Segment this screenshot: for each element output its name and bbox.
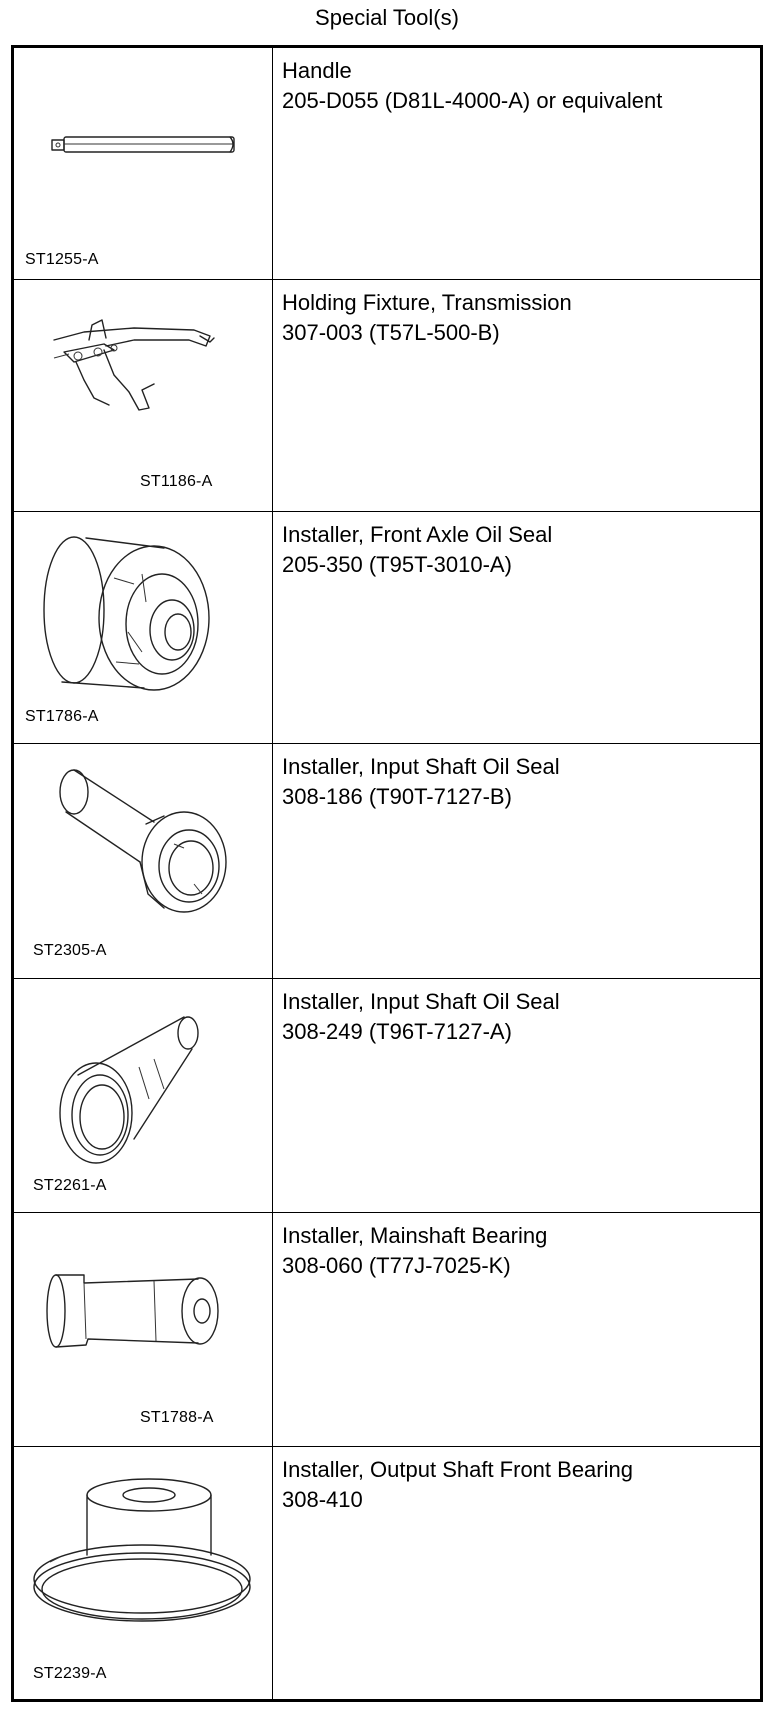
tool-name: Installer, Input Shaft Oil Seal — [282, 989, 560, 1014]
tool-description — [273, 1213, 760, 1446]
tool-image-cell — [14, 48, 272, 279]
tool-part-number: 205-350 (T95T-3010-A) — [282, 552, 512, 577]
tool-part-number: 205-D055 (D81L-4000-A) or equivalent — [282, 88, 663, 113]
tool-description — [273, 1447, 760, 1699]
tool-name: Installer, Output Shaft Front Bearing — [282, 1457, 633, 1482]
tool-image-cell — [14, 1447, 272, 1699]
tool-part-number: 308-249 (T96T-7127-A) — [282, 1019, 512, 1044]
front-bearing-installer-icon — [14, 1447, 272, 1699]
tool-image-cell — [14, 979, 272, 1212]
tool-part-number: 308-410 — [282, 1487, 363, 1512]
tool-description — [273, 979, 760, 1212]
tool-description — [273, 744, 760, 978]
tool-code: ST1255-A — [25, 251, 99, 268]
tool-description — [273, 48, 760, 279]
tool-part-number: 308-060 (T77J-7025-K) — [282, 1253, 511, 1278]
tool-image-cell — [14, 512, 272, 743]
tool-name: Installer, Input Shaft Oil Seal — [282, 754, 560, 779]
tool-description — [273, 512, 760, 743]
tool-description — [273, 280, 760, 511]
tool-image-cell — [14, 1213, 272, 1446]
tool-code: ST1788-A — [140, 1409, 214, 1426]
tool-name: Installer, Mainshaft Bearing — [282, 1223, 548, 1248]
handle-icon — [14, 48, 272, 279]
tool-name: Installer, Front Axle Oil Seal — [282, 522, 553, 547]
tool-name: Handle — [282, 58, 352, 83]
tool-code: ST1186-A — [140, 473, 213, 490]
tool-part-number: 307-003 (T57L-500-B) — [282, 320, 500, 345]
page-title: Special Tool(s) — [315, 5, 459, 30]
tool-image-cell — [14, 280, 272, 511]
tool-code: ST1786-A — [25, 708, 99, 725]
special-tools-table — [11, 45, 763, 1702]
tool-name: Holding Fixture, Transmission — [282, 290, 572, 315]
tool-part-number: 308-186 (T90T-7127-B) — [282, 784, 512, 809]
tool-code: ST2261-A — [33, 1177, 107, 1194]
tool-image-cell — [14, 744, 272, 978]
tool-code: ST2305-A — [33, 942, 107, 959]
tool-code: ST2239-A — [33, 1665, 107, 1682]
